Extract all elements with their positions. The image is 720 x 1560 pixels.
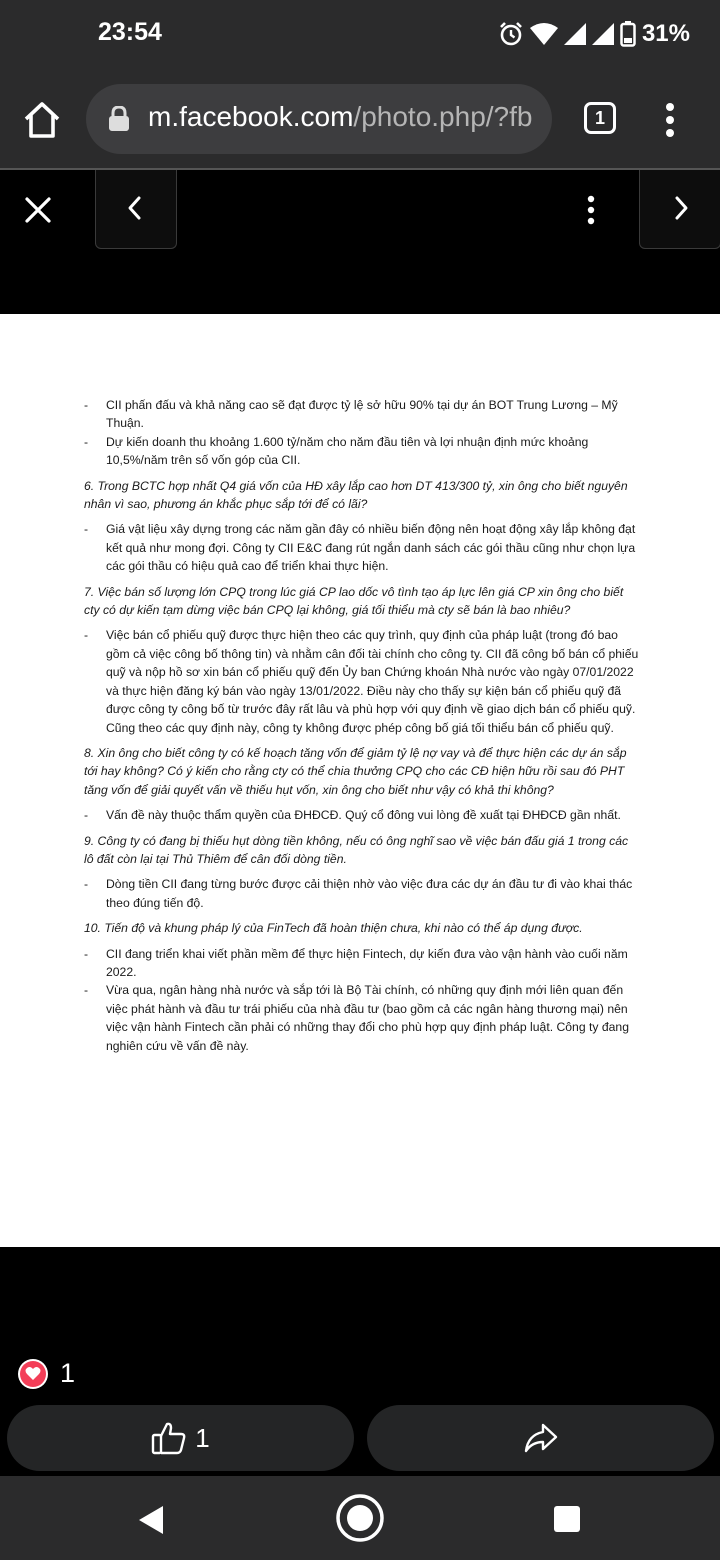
url-host: m.facebook.com <box>148 101 354 132</box>
previous-photo-button[interactable] <box>95 170 177 249</box>
back-icon[interactable] <box>137 1504 165 1536</box>
more-vertical-icon <box>660 102 680 138</box>
share-icon <box>523 1422 559 1454</box>
signal-icon <box>564 23 586 45</box>
home-button[interactable] <box>20 98 64 142</box>
photo-viewer-header <box>0 170 720 314</box>
tab-switcher-button[interactable]: 1 <box>584 102 616 134</box>
wifi-icon <box>530 22 558 46</box>
system-navigation-bar <box>0 1476 720 1560</box>
heart-icon <box>25 1366 41 1381</box>
thumbs-up-icon <box>151 1421 187 1455</box>
more-vertical-icon <box>580 194 602 226</box>
signal-icon-2 <box>592 23 614 45</box>
home-circle-icon[interactable] <box>335 1493 385 1543</box>
url-text <box>148 101 542 133</box>
document-bullet: - Vấn đề này thuộc thẩm quyền của ĐHĐCĐ. Quý cổ đông vui lòng đề xuất tại ĐHĐCĐ gần nhất. <box>84 806 639 824</box>
like-count: 1 <box>195 1422 210 1453</box>
photo-options-button[interactable] <box>580 194 602 226</box>
status-time: 23:54 <box>98 18 162 46</box>
battery-icon <box>620 21 636 47</box>
alarm-icon <box>498 21 524 47</box>
document-question: 10. Tiến độ và khung pháp lý của FinTech đã hoàn thiện chưa, khi nào có thể áp dụng được. <box>84 921 583 936</box>
document-bullet: - Dòng tiền CII đang từng bước được cải thiện nhờ vào việc đưa các dự án đầu tư đi vào khai thác theo đúng tiến độ. <box>84 875 639 912</box>
document-question: 6. Trong BCTC hợp nhất Q4 giá vốn của HĐ xây lắp cao hơn DT 413/300 tỷ, xin ông cho biết nguyên nhân vì sao, phương án khắc phục sắp tới để có lãi? <box>84 478 628 512</box>
url-bar[interactable] <box>86 84 552 154</box>
battery-percent: 31% <box>641 20 690 47</box>
document-bullet: - CII đang triển khai viết phần mềm để thực hiện Fintech, dự kiến đưa vào vận hành vào cuối năm 2022. <box>84 945 639 982</box>
photo-image[interactable] <box>0 314 720 1247</box>
close-icon <box>20 192 56 228</box>
reaction-summary[interactable] <box>18 1358 75 1389</box>
home-icon <box>20 98 64 142</box>
like-button[interactable] <box>7 1405 354 1471</box>
document-bullet: - Dự kiến doanh thu khoảng 1.600 tỷ/năm cho năm đầu tiên và lợi nhuận định mức khoảng 10,5%/năm trên số vốn góp của CII. <box>84 433 639 470</box>
document-question: 7. Việc bán số lượng lớn CPQ trong lúc giá CP lao dốc vô tình tạo áp lực lên giá CP xin ông cho biết cty có dự kiến tạm dừng việc bán CPQ lại không, giá tối thiểu mà cty sẽ bán là bao nhiêu? <box>84 584 624 618</box>
document-bullet: - Giá vật liệu xây dựng trong các năm gần đây có nhiều biến động nên hoạt động xây lắp không đạt kết quả như mong đợi. Công ty CII E&C đang rút ngắn danh sách các gói thầu cũng như chọn lựa các gói thầu có hiệu quả cao để triển khai thực hiện. <box>84 520 639 575</box>
status-icons <box>498 18 690 50</box>
document-bullet: - CII phấn đấu và khả năng cao sẽ đạt được tỷ lệ sở hữu 90% tại dự án BOT Trung Lương – Mỹ Thuận. <box>84 396 639 433</box>
close-button[interactable] <box>20 192 56 228</box>
lock-icon <box>108 106 130 132</box>
document-bullet: - Việc bán cổ phiếu quỹ được thực hiện theo các quy trình, quy định của pháp luật (trong đó bao gồm cả việc công bố thông tin) và nhằm cân đối tài chính cho công ty. CII đã công bố bán cổ phiếu quỹ và nộp hồ sơ xin bán cổ phiếu quỹ đến Ủy ban Chứng khoán Nhà nước vào ngày 07/01/2022 và thực hiện đăng ký bán vào ngày 13/01/2022. Điều này cho thấy sự kiện bán cổ phiếu quỹ đã được công ty công bố từ trước đây rất lâu và phù hợp với quy định về giao dịch bán cổ phiếu quỹ. Cũng theo các quy định này, công ty không được phép công bố giá tối thiểu bán cổ phiếu quỹ. <box>84 626 639 736</box>
next-photo-button[interactable] <box>639 170 720 249</box>
love-reaction-badge <box>18 1359 48 1389</box>
document-question: 8. Xin ông cho biết công ty có kế hoạch tăng vốn để giảm tỷ lệ nợ vay và để thực hiện các dự án sắp tới hay không? Có ý kiến cho rằng cty có thể chia thưởng CPQ cho các CĐ hiện hữu rồi sau đó PHT tăng vốn để giải quyết vấn về thiếu hụt vốn, xin ông cho biết như vậy có khả thi không? <box>84 745 627 797</box>
share-button[interactable] <box>367 1405 714 1471</box>
chevron-left-icon <box>96 170 176 248</box>
recent-apps-icon[interactable] <box>554 1506 580 1532</box>
browser-menu-button[interactable] <box>660 102 680 138</box>
document-question: 9. Công ty có đang bị thiếu hụt dòng tiền không, nếu có ông nghĩ sao về việc bán đấu giá 1 trong các lô đất còn lại tại Thủ Thiêm để cân đối dòng tiền. <box>84 833 629 866</box>
document-bullet: - Vừa qua, ngân hàng nhà nước và sắp tới là Bộ Tài chính, có những quy định mới liên quan đến việc phát hành và đầu tư trái phiếu của nhà đầu tư (bao gồm cả các ngân hàng thương mại) nên việc vận hành Fintech cần phải có những thay đổi cho phù hợp quy định pháp luật. Công ty đang nghiên cứu về vấn đề này. <box>84 981 639 1055</box>
url-path: /photo.php/?fb <box>353 101 533 132</box>
reaction-count: 1 <box>60 1358 76 1388</box>
status-bar <box>0 0 720 68</box>
chevron-right-icon <box>640 170 720 248</box>
browser-toolbar <box>0 68 720 170</box>
document-text <box>84 396 639 1055</box>
